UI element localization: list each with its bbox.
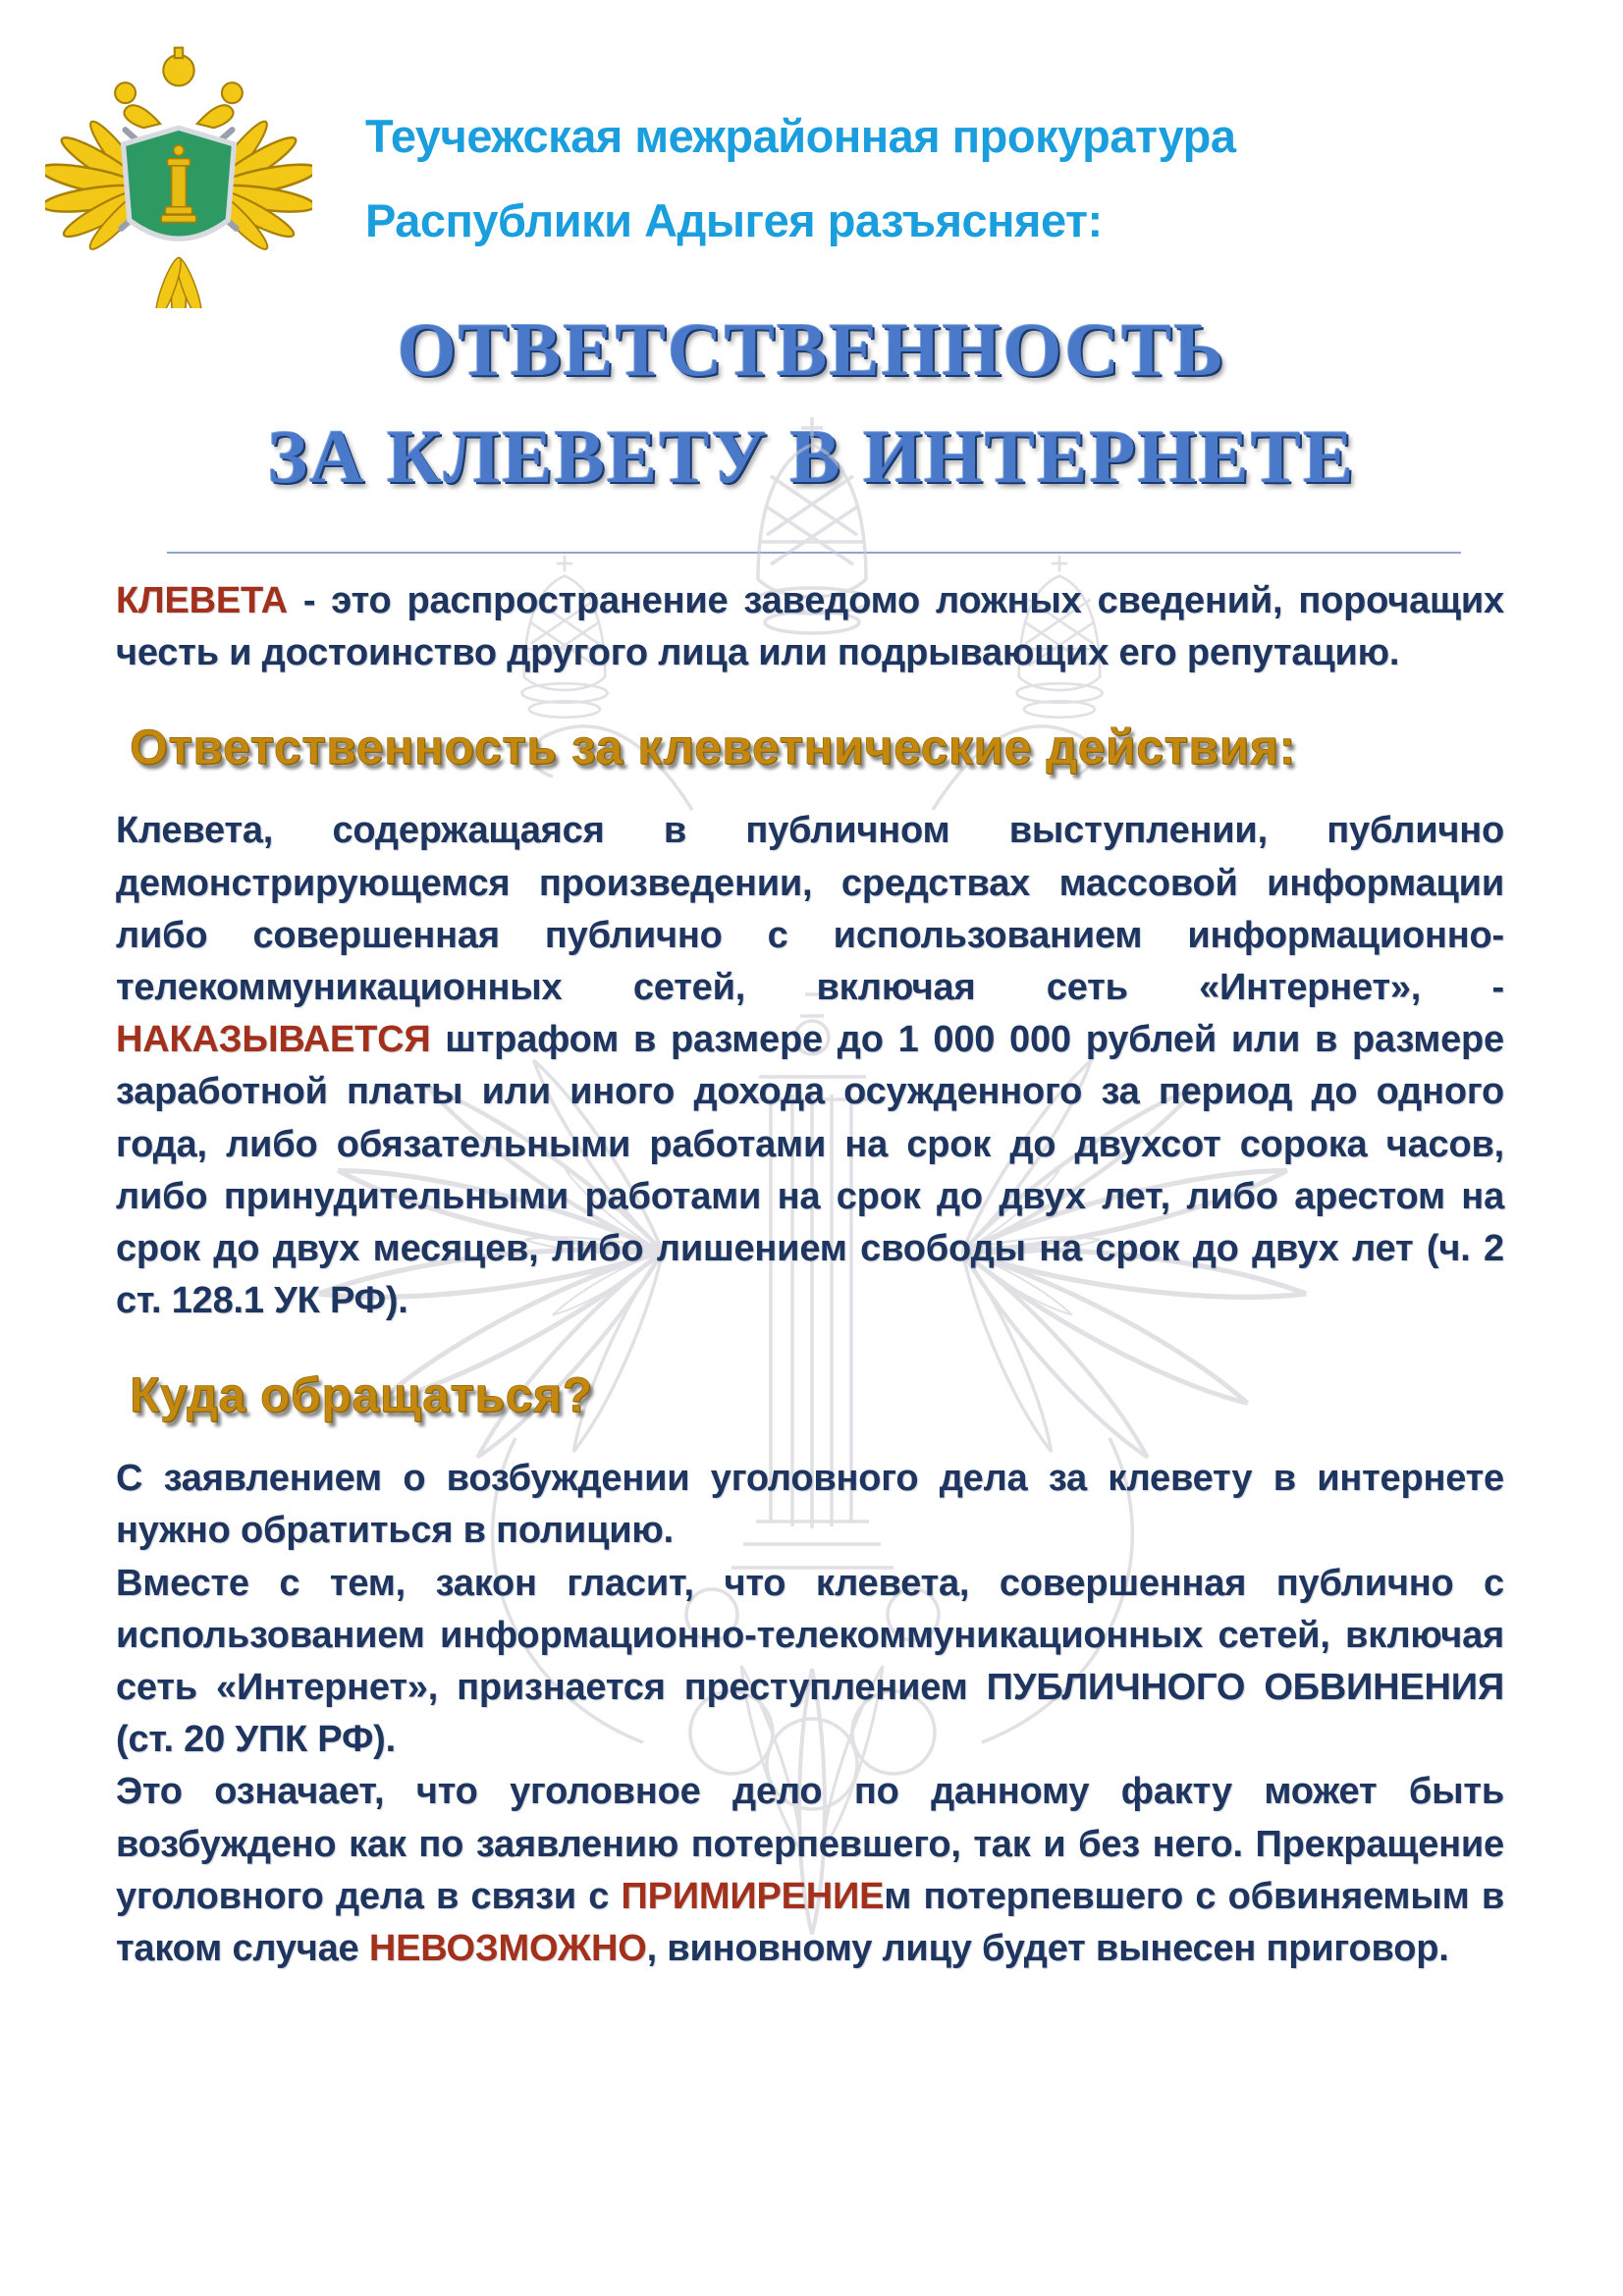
impossible-highlight: НЕВОЗМОЖНО — [368, 1927, 647, 1969]
org-name: Теучежская межрайонная прокуратура — [365, 110, 1236, 162]
poster-body — [116, 575, 1504, 1975]
intro-paragraph — [116, 575, 1504, 679]
where-paragraph-1: С заявлением о возбуждении уголовного дела за клевету в интернете нужно обратиться в полицию. — [116, 1458, 1504, 1552]
where3-text-1: Это означает, что уголовное дело по данному факту может быть возбуждено как по заявлению потерпевшего, так и без него. Прекращение уголовного дела в связи с — [116, 1771, 1504, 1917]
page-title-line1: ОТВЕТСТВЕННОСТЬ — [397, 307, 1226, 392]
liability-text-1: Клевета, содержащаяся в публичном выступлении, публично демонстрирующемся произведении, средствах массовой информации либо совершенная публично с использованием информационно- телекоммуникационных сетей, включая сеть «Интернет», - — [116, 810, 1504, 1008]
eagle-right-head — [197, 105, 234, 128]
section-heading-liability: Ответственность за клеветнические действия: — [130, 720, 1296, 775]
org-subtitle: Распублики Адыгея разъясняет: — [365, 193, 1103, 246]
where-paragraph-2: Вместе с тем, закон гласит, что клевета, совершенная публично с использованием информационно-телекоммуникационных сетей, включая сеть «Интернет», признается преступлением ПУБЛИЧНОГО ОБВИНЕНИЯ (ст. 20 УПК РФ). — [116, 1562, 1504, 1761]
prosecutor-emblem-icon — [45, 27, 312, 308]
liability-paragraph — [116, 805, 1504, 1327]
page-title — [0, 296, 1623, 511]
penalty-highlight: НАКАЗЫВАЕТСЯ — [116, 1019, 431, 1061]
section-heading-where: Куда обращаться? — [130, 1367, 593, 1423]
where-paragraph-3 — [116, 1766, 1504, 1975]
eagle-left-head — [125, 105, 161, 128]
intro-text: - это распространение заведомо ложных сведений, порочащих честь и достоинство другого лица или подрывающих его репутацию. — [116, 580, 1504, 674]
org-header — [365, 94, 1236, 262]
right-crown — [222, 82, 243, 103]
where3-text-3: , виновному лицу будет вынесен приговор. — [646, 1927, 1449, 1969]
left-crown — [115, 82, 135, 103]
liability-text-2: штрафом в размере до 1 000 000 рублей или в размере заработной платы или иного дохода осужденного за период до одного года, либо обязательными работами на срок до двухсот сорока часов, либо принудительными работами на срок до двух лет, либо арестом на срок до двух месяцев, либо лишением свободы на срок до двух лет (ч. 2 ст. 128.1 УК РФ). — [116, 1019, 1504, 1322]
where3-text-2: м потерпевшего с обвиняемым в таком случае — [116, 1875, 1504, 1969]
title-divider — [167, 552, 1461, 554]
page-title-line2: ЗА КЛЕВЕТУ В ИНТЕРНЕТЕ — [267, 414, 1356, 500]
term-kleveta: КЛЕВЕТА — [116, 580, 288, 621]
center-crown — [163, 55, 193, 85]
reconciliation-highlight: ПРИМИРЕНИЕ — [621, 1875, 885, 1917]
